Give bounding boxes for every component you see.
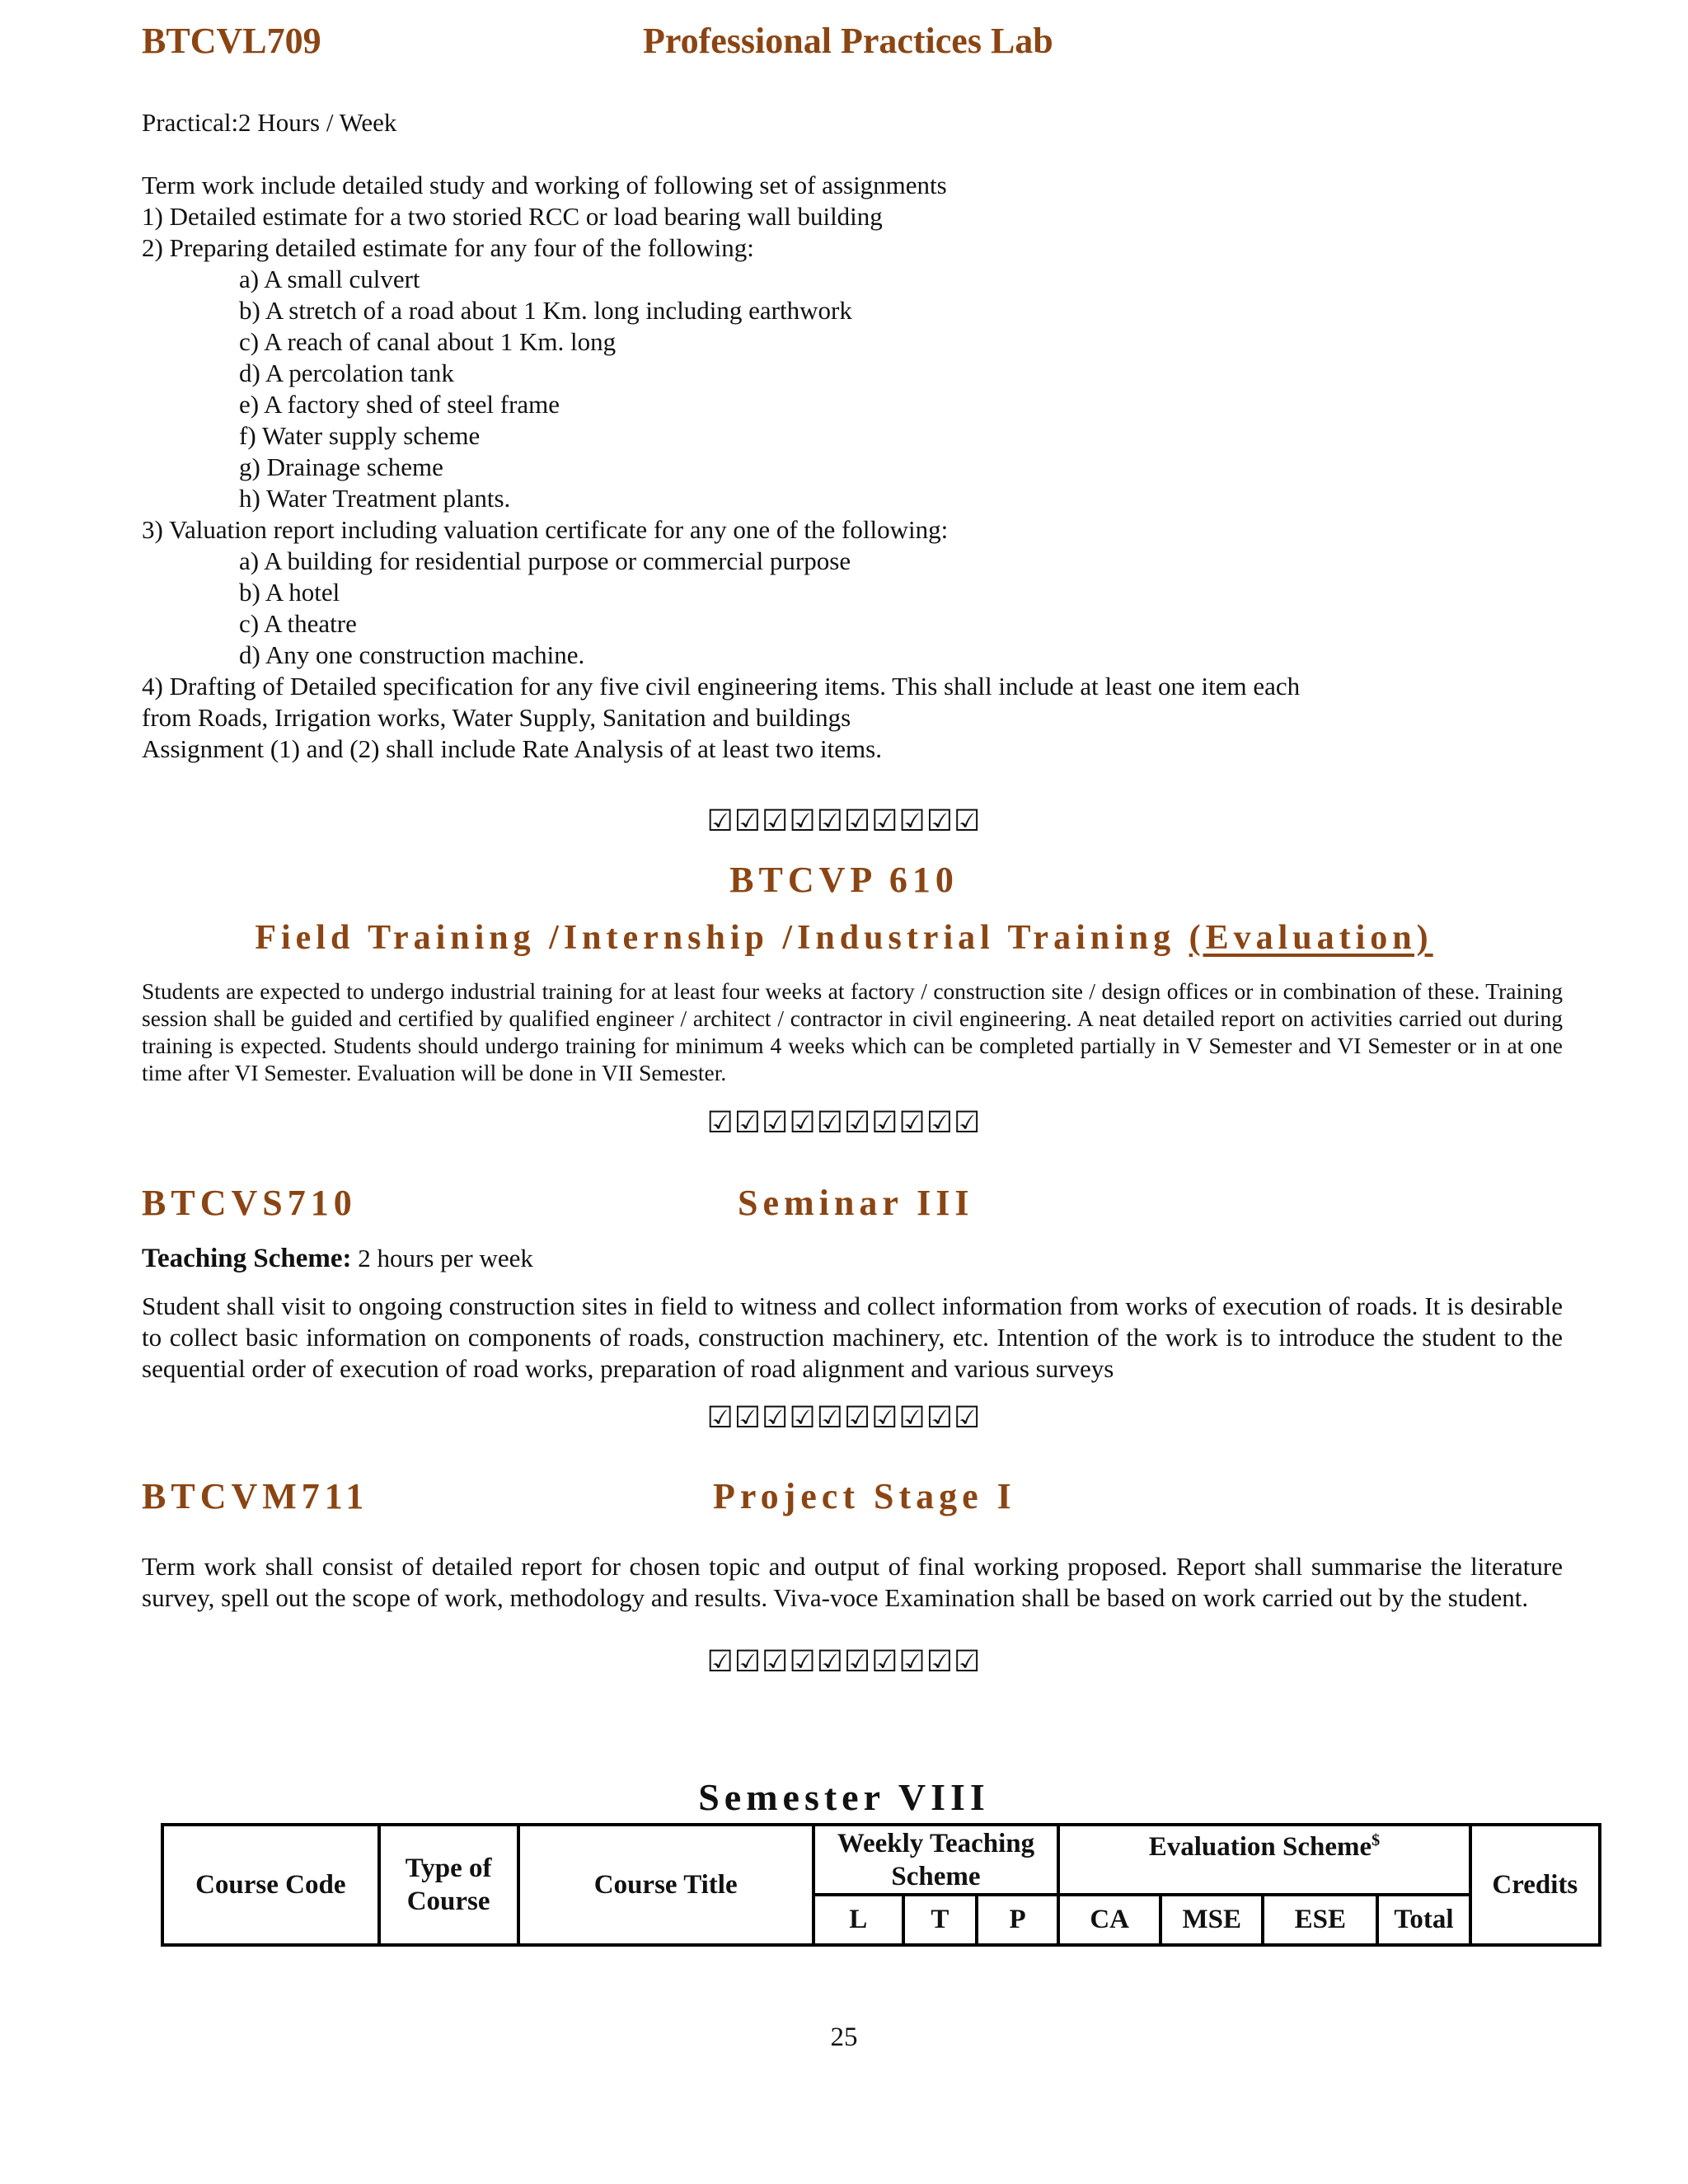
assignment-item-2: 2) Preparing detailed estimate for any four of the following: (142, 233, 754, 262)
teaching-scheme (142, 1243, 533, 1274)
course-code-btcvs710: BTCVS710 (142, 1183, 357, 1223)
checkbox-row-icon: ☑☑☑☑☑☑☑☑☑☑ (706, 804, 982, 838)
semester-course-table (161, 1823, 1601, 1947)
sub-item: a) A small culvert (239, 265, 420, 293)
header-ca: CA (1058, 1895, 1160, 1945)
assignment-item-3: 3) Valuation report including valuation certificate for any one of the following: (142, 515, 949, 544)
header-course-title: Course Title (518, 1825, 814, 1945)
sub-item: h) Water Treatment plants. (239, 484, 511, 513)
assignment-item-4: 4) Drafting of Detailed specification for any five civil engineering items. This shall include at least one item each (142, 672, 1301, 701)
header-tutorial: T (903, 1895, 977, 1945)
practical-hours: Practical:2 Hours / Week (142, 108, 397, 137)
sub-item: c) A reach of canal about 1 Km. long (239, 327, 617, 356)
semester-title: Semester VIII (698, 1776, 990, 1818)
rate-analysis-note: Assignment (1) and (2) shall include Rate Analysis of at least two items. (142, 734, 882, 763)
sub-item: d) A percolation tank (239, 359, 454, 387)
seminar-description: Student shall visit to ongoing construction sites in field to witness and collect information from works of execution of roads. It is desirable to collect basic information on components of roads, construction machinery, etc. Intention of the work is to introduce the student to the sequential order of execution of road works, preparation of road alignment and various surveys (142, 1291, 1563, 1383)
checkbox-separator (0, 804, 1688, 838)
term-work-intro: Term work include detailed study and working of following set of assignments (142, 171, 947, 199)
evaluation-scheme-footnote: $ (1372, 1831, 1381, 1849)
evaluation-label: (Evaluation) (1189, 919, 1433, 957)
assignment-item-4-continued: from Roads, Irrigation works, Water Supply, Sanitation and buildings (142, 703, 851, 732)
checkbox-row-icon: ☑☑☑☑☑☑☑☑☑☑ (706, 1645, 982, 1679)
header-course-code: Course Code (162, 1825, 379, 1945)
teaching-scheme-label: Teaching Scheme: (142, 1244, 352, 1273)
sub-item: c) A theatre (239, 609, 357, 638)
checkbox-separator (0, 1401, 1688, 1435)
field-training-title: Field Training /Internship /Industrial Training (255, 919, 1176, 957)
teaching-scheme-value: 2 hours per week (351, 1244, 533, 1272)
header-ese: ESE (1263, 1895, 1377, 1945)
header-mse: MSE (1160, 1895, 1263, 1945)
field-training-description: Students are expected to undergo industrial training for at least four weeks at factory / construction site / design offices or in combination of these. Training session shall be guided and certified by qualified engineer / architect / contractor in civil engineering. A neat detailed report on activities carried out during training is expected. Students should undergo training for minimum 4 weeks which can be completed partially in V Semester and VI Semester or in at one time after VI Semester. Evaluation will be done in VII Semester. (142, 978, 1563, 1085)
course-code-btcvp610: BTCVP 610 (729, 860, 959, 900)
sub-item: d) Any one construction machine. (239, 640, 585, 669)
evaluation-scheme-label: Evaluation Scheme (1148, 1832, 1372, 1862)
header-lecture: L (814, 1895, 903, 1945)
header-credits: Credits (1470, 1825, 1600, 1945)
checkbox-separator (0, 1106, 1688, 1140)
checkbox-row-icon: ☑☑☑☑☑☑☑☑☑☑ (706, 1401, 982, 1435)
course-code-btcvm711: BTCVM711 (142, 1476, 369, 1516)
sub-item: e) A factory shed of steel frame (239, 390, 560, 419)
sub-item: f) Water supply scheme (239, 421, 481, 450)
sub-item: g) Drainage scheme (239, 452, 443, 481)
project-description: Term work shall consist of detailed report for chosen topic and output of final working proposed. Report shall summarise the literature survey, spell out the scope of work, methodology and results. Viva-voce Examination shall be based on work carried out by the student. (142, 1552, 1563, 1612)
course-title-seminar-iii: Seminar III (738, 1183, 974, 1223)
course-title-professional-practices-lab: Professional Practices Lab (643, 21, 1053, 61)
course-title-field-training (0, 918, 1688, 958)
header-total: Total (1377, 1895, 1470, 1945)
course-code-btcvl709: BTCVL709 (142, 21, 321, 61)
header-weekly-teaching-scheme: Weekly Teaching Scheme (814, 1825, 1058, 1895)
header-evaluation-scheme (1058, 1825, 1470, 1895)
course-title-project-stage-i: Project Stage I (713, 1476, 1016, 1516)
sub-item: b) A stretch of a road about 1 Km. long including earthwork (239, 296, 852, 325)
sub-item: a) A building for residential purpose or commercial purpose (239, 546, 851, 575)
checkbox-row-icon: ☑☑☑☑☑☑☑☑☑☑ (706, 1106, 982, 1140)
assignment-item-1: 1) Detailed estimate for a two storied RCC or load bearing wall building (142, 202, 883, 231)
page-number: 25 (830, 2022, 858, 2052)
header-practical: P (977, 1895, 1058, 1945)
header-type-of-course: Type of Course (379, 1825, 518, 1945)
sub-item: b) A hotel (239, 578, 340, 607)
checkbox-separator (0, 1645, 1688, 1679)
